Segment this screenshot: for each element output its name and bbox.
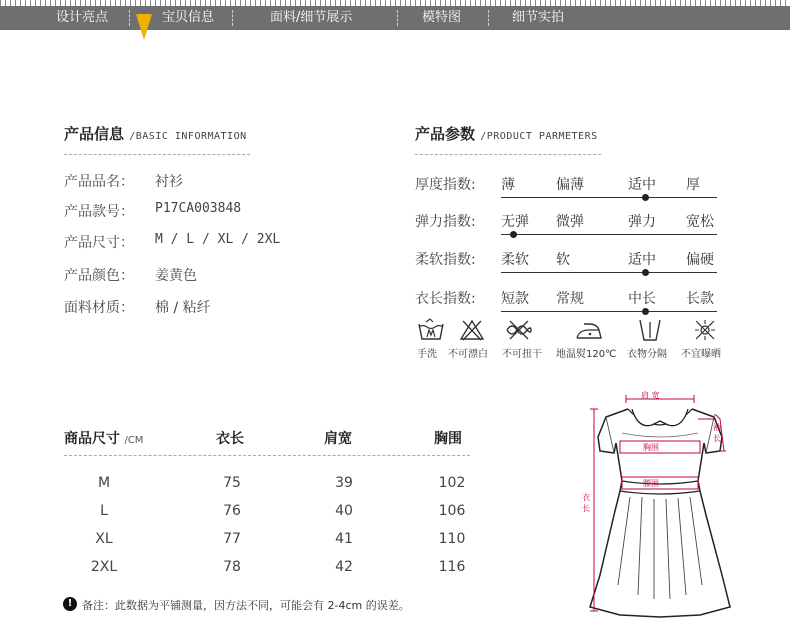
param-option: 厚 — [686, 177, 700, 193]
size-cell-shoulder: 42 — [335, 559, 353, 575]
param-label: 弹力指数: — [415, 214, 476, 230]
care-label-iron: 地温熨120℃ — [556, 349, 617, 360]
param-option: 适中 — [628, 177, 656, 193]
param-option: 薄 — [501, 177, 515, 193]
basic-label-material: 面料材质： — [64, 300, 134, 316]
size-table-unit: /CM — [124, 435, 144, 446]
param-label: 厚度指数: — [415, 177, 476, 193]
size-table-title — [64, 428, 143, 448]
separate-wash-icon — [636, 318, 664, 342]
care-label-no-wring: 不可扭干 — [502, 349, 542, 360]
param-scale-marker — [510, 231, 517, 238]
care-label-no-bleach: 不可漂白 — [448, 349, 488, 360]
nav-separator — [232, 10, 234, 26]
basic-value-color: 姜黄色 — [155, 268, 197, 284]
param-option: 微弹 — [556, 214, 584, 230]
param-scale-track — [501, 234, 717, 235]
nav-active-marker — [136, 14, 152, 40]
param-option: 宽松 — [686, 214, 714, 230]
no-wring-icon — [505, 318, 533, 342]
param-option: 长款 — [686, 291, 714, 307]
size-table-title-text: 商品尺寸 — [64, 431, 120, 447]
params-title: 产品参数 — [415, 125, 476, 143]
param-scale-track — [501, 311, 717, 312]
divider — [415, 154, 601, 155]
nav-item-fabric[interactable]: 面料/细节展示 — [270, 10, 353, 25]
size-cell-length: 75 — [223, 475, 241, 491]
param-option: 柔软 — [501, 252, 529, 268]
size-cell-size: M — [97, 475, 111, 491]
basic-info-heading — [64, 123, 247, 144]
size-cell-size: L — [100, 503, 108, 519]
size-cell-size: XL — [95, 531, 113, 547]
iron-icon — [575, 318, 603, 342]
dress-diagram — [570, 385, 770, 620]
param-option: 偏硬 — [686, 252, 714, 268]
basic-label-name: 产品品名： — [64, 174, 134, 190]
param-option: 弹力 — [628, 214, 656, 230]
nav-separator — [488, 10, 490, 26]
size-cell-size: 2XL — [90, 559, 118, 575]
size-cell-chest: 102 — [438, 475, 466, 491]
no-sun-icon — [691, 318, 719, 342]
param-option: 中长 — [628, 291, 656, 307]
col-header-shoulder: 肩宽 — [324, 431, 352, 447]
param-label: 柔软指数: — [415, 252, 476, 268]
care-label-separate: 衣物分隔 — [627, 349, 667, 360]
warning-icon: ! — [63, 597, 77, 611]
col-header-length: 衣长 — [216, 431, 244, 447]
param-label: 衣长指数: — [415, 291, 476, 307]
waist-label: 腰围 — [643, 479, 659, 488]
table-divider — [64, 455, 470, 456]
param-scale-track — [501, 272, 717, 273]
param-option: 适中 — [628, 252, 656, 268]
size-cell-chest: 106 — [438, 503, 466, 519]
nav-item-design[interactable]: 设计亮点 — [56, 10, 109, 25]
basic-value-style: P17CA003848 — [155, 201, 242, 216]
divider — [64, 154, 250, 155]
param-option: 软 — [556, 252, 570, 268]
param-scale-track — [501, 197, 717, 198]
basic-label-size: 产品尺寸： — [64, 235, 134, 251]
sleeve-label: 袖 长 — [713, 423, 721, 443]
param-option: 无弹 — [501, 214, 529, 230]
basic-value-material: 棉 / 粘纤 — [155, 300, 211, 316]
size-cell-length: 78 — [223, 559, 241, 575]
hand-wash-icon — [417, 318, 445, 342]
basic-value-name: 衬衫 — [155, 174, 183, 190]
size-cell-shoulder: 39 — [335, 475, 353, 491]
param-option: 短款 — [501, 291, 529, 307]
param-option: 偏薄 — [556, 177, 584, 193]
basic-info-title: 产品信息 — [64, 125, 125, 143]
param-scale-marker — [642, 269, 649, 276]
chest-label: 胸围 — [643, 443, 659, 452]
param-option: 常规 — [556, 291, 584, 307]
size-cell-length: 77 — [223, 531, 241, 547]
param-scale-marker — [642, 194, 649, 201]
care-label-hand-wash: 手洗 — [417, 349, 437, 360]
length-label: 衣 长 — [582, 493, 590, 513]
basic-label-style: 产品款号： — [64, 204, 134, 220]
col-header-chest: 胸围 — [434, 431, 462, 447]
params-heading — [415, 123, 598, 144]
shoulder-label: 肩 宽 — [641, 391, 660, 400]
nav-separator — [129, 10, 131, 26]
nav-item-info[interactable]: 宝贝信息 — [162, 10, 215, 25]
size-cell-shoulder: 40 — [335, 503, 353, 519]
basic-value-size: M / L / XL / 2XL — [155, 232, 281, 247]
care-label-no-sun: 不宜曝晒 — [681, 349, 721, 360]
basic-label-color: 产品颜色： — [64, 268, 134, 284]
nav-bar — [0, 6, 790, 30]
measurement-note: 备注：此数据为平铺测量，因方法不同，可能会有 2-4cm 的误差。 — [82, 599, 410, 612]
size-cell-chest: 116 — [438, 559, 466, 575]
nav-item-model[interactable]: 模特图 — [422, 10, 462, 25]
size-cell-length: 76 — [223, 503, 241, 519]
nav-item-detail[interactable]: 细节实拍 — [512, 10, 565, 25]
no-bleach-icon — [458, 318, 486, 342]
basic-info-subtitle: /BASIC INFORMATION — [129, 131, 247, 142]
param-scale-marker — [642, 308, 649, 315]
nav-separator — [397, 10, 399, 26]
size-cell-chest: 110 — [438, 531, 466, 547]
care-icons — [415, 318, 735, 362]
size-cell-shoulder: 41 — [335, 531, 353, 547]
params-subtitle: /PRODUCT PARMETERS — [480, 131, 598, 142]
